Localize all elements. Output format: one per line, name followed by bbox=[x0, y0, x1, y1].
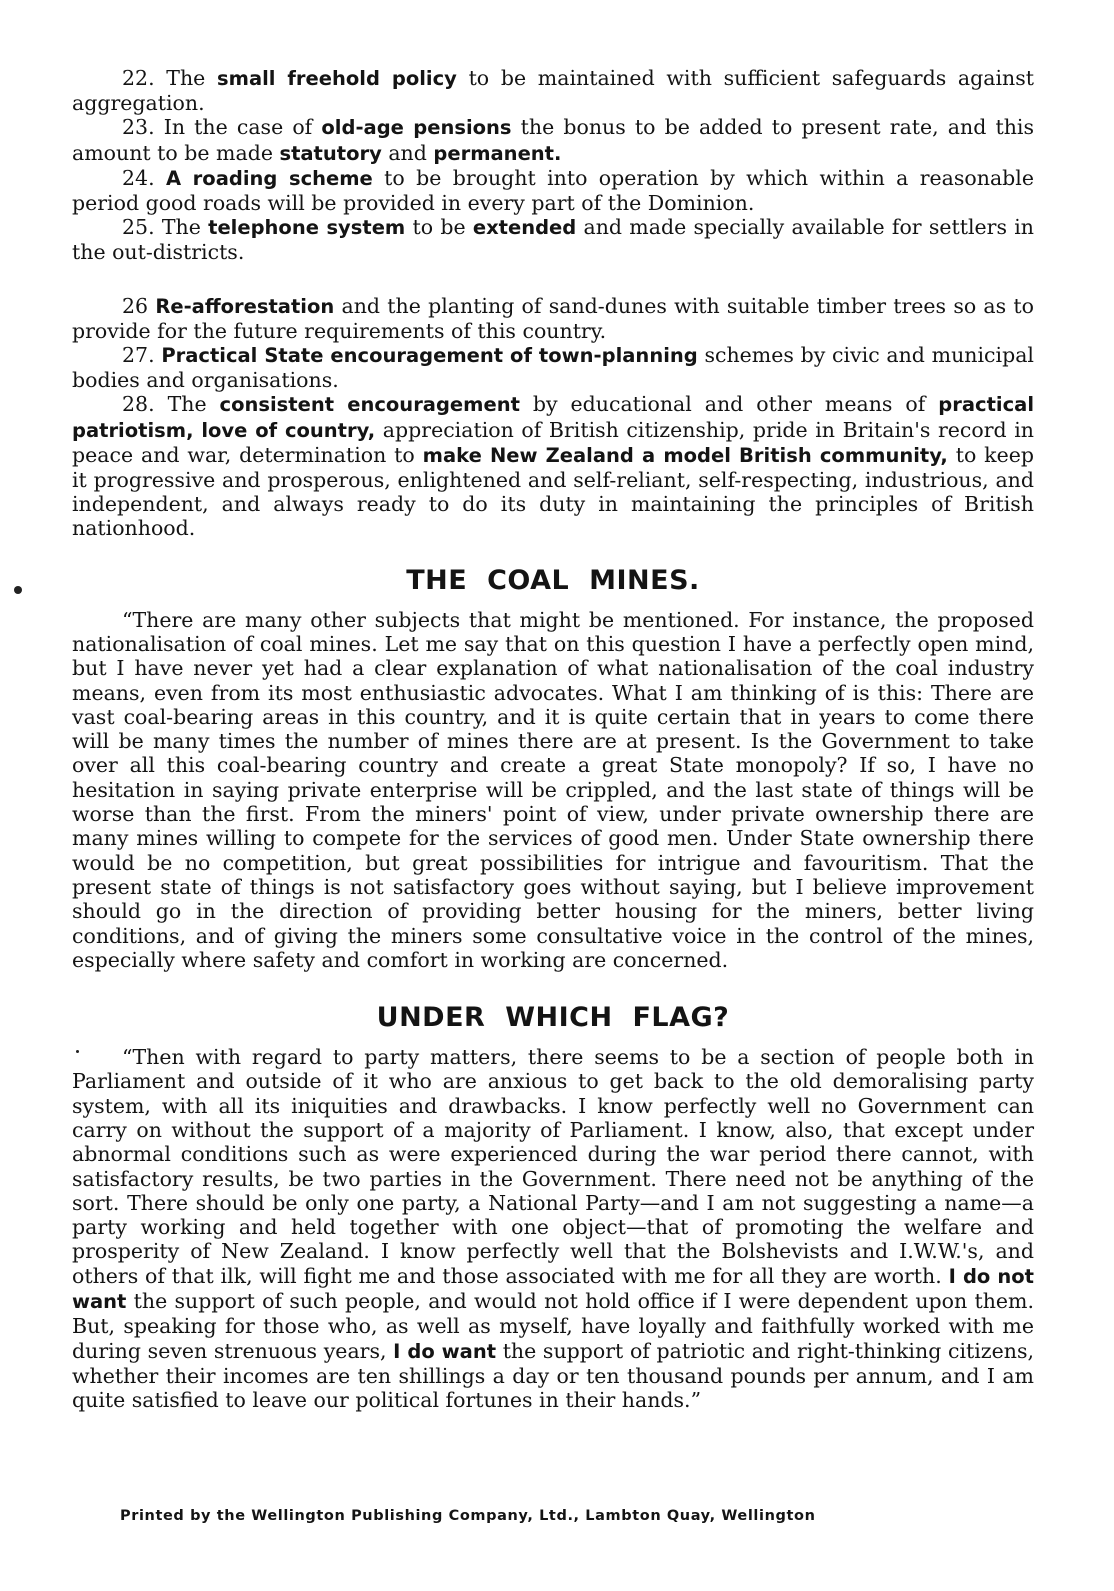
policy-item bbox=[72, 294, 1034, 343]
bold-phrase: telephone system bbox=[208, 216, 406, 240]
text-run: The bbox=[154, 66, 218, 90]
bold-phrase: permanent. bbox=[433, 141, 562, 165]
policy-item bbox=[72, 166, 1034, 215]
coal-mines-paragraph bbox=[72, 608, 1034, 972]
text-run: In the case of bbox=[154, 115, 322, 140]
text-run: “There are many other subjects that might be mentioned. For instance, the proposed nationalisation of coal mines. Let me say that on this question I have a perfectly open mind, but I have never yet had a clear explanation of what nationalisation of the coal industry means, even from its most enthusiastic advocates. What I am thinking of is this: There are vast coal-bearing areas in this country, and it is quite certain that in years to come there will be many times the number of mines there are at present. Is the Government to take over all this coal-bearing country and create a great State monopoly? If so, I have no hesitation in saying private enterprise will be crippled, and the last state of things will be worse than the first. From the miners' point of view, under private ownership there are many mines willing to compete for the services of good men. Under State ownership there would be no competition, but great possibilities for intrigue and favouritism. That the present state of things is not satisfactory goes without saying, but I believe improvement should go in the direction of providing better housing for the miners, better living conditions, and of giving the miners some consultative voice in the control of the mines, especially where safety and comfort in working are concerned. bbox=[72, 607, 1034, 972]
under-which-flag-heading: UNDER WHICH FLAG? bbox=[376, 1002, 730, 1034]
bold-phrase: statutory bbox=[279, 141, 382, 165]
bold-phrase: small freehold policy bbox=[217, 67, 457, 90]
item-number: 28. bbox=[122, 392, 155, 417]
bold-phrase: extended bbox=[472, 216, 577, 240]
text-run: to be bbox=[405, 215, 473, 240]
text-run: the support of such people, and would not hold office if I were dependent upon them. But, speaking for those who, as well as myself, have loyally and faithfully worked with me during seven strenuous years, bbox=[72, 1289, 1034, 1363]
text-run: and made specially available for settlers in the out-districts. bbox=[72, 215, 1034, 265]
text-run: The bbox=[154, 392, 220, 417]
bold-phrase: old-age pensions bbox=[321, 116, 512, 140]
policy-item bbox=[72, 215, 1034, 264]
under-which-flag-paragraph bbox=[72, 1045, 1034, 1412]
coal-mines-heading: THE COAL MINES. bbox=[406, 564, 700, 596]
text-run: The bbox=[154, 215, 209, 240]
item-number: 23. bbox=[122, 115, 155, 140]
bold-phrase: I do not want bbox=[72, 1264, 1034, 1314]
text-run: by educational and other means of bbox=[519, 392, 939, 417]
bold-phrase: consistent encouragement bbox=[219, 393, 520, 417]
item-number: 26 bbox=[122, 293, 149, 318]
text-run: and the planting of sand-dunes with suitable timber trees so as to provide for the future requirements of this country. bbox=[72, 293, 1034, 343]
bold-phrase: practical patriotism, love of country, bbox=[72, 393, 1034, 442]
policy-items bbox=[72, 66, 1034, 541]
bold-phrase: Practical State encouragement of town-planning bbox=[161, 344, 698, 368]
item-number: 25. bbox=[122, 215, 155, 240]
bold-phrase: make New Zealand a model British community, bbox=[422, 443, 948, 467]
item-number: 22. bbox=[122, 66, 155, 90]
item-number: 27. bbox=[122, 343, 155, 368]
policy-item bbox=[72, 115, 1034, 165]
policy-item bbox=[72, 343, 1034, 392]
text-run: appreciation of British citizenship, pride in Britain's record in peace and war, determination to bbox=[72, 417, 1034, 467]
text-run: to keep it progressive and prosperous, enlightened and self-reliant, self-respecting, industrious, and independent, and always ready to do its duty in maintaining the principles of British nationhood. bbox=[72, 442, 1034, 541]
ink-speck-small bbox=[76, 1050, 79, 1053]
policy-item bbox=[72, 66, 1034, 115]
bold-phrase: I do want bbox=[393, 1339, 497, 1363]
printer-imprint: Printed by the Wellington Publishing Company, Ltd., Lambton Quay, Wellington bbox=[120, 1508, 816, 1524]
text-run: the support of patriotic and right-thinking citizens, whether their incomes are ten shillings a day or ten thousand pounds per annum, and I am quite satisfied to leave our political fortunes in their hands.” bbox=[72, 1338, 1034, 1413]
document-page bbox=[72, 66, 1034, 1413]
bold-phrase: A roading scheme bbox=[165, 166, 373, 190]
text-run: “Then with regard to party matters, there seems to be a section of people both in Parliament and outside of it who are anxious to get back to the old demoralising party system, with all its iniquities and drawbacks. I know perfectly well no Government can carry on without the support of a majority of Parliament. I know, also, that except under abnormal conditions such as were experienced during the war period there cannot, with satisfactory results, be two parties in the Government. There need not be anything of the sort. There should be only one party, a National Party—and I am not suggesting a name—a party working and held together with one object—that of promoting the welfare and prosperity of New Zealand. I know perfectly well that the Bolshevists and I.W.W.'s, and others of that ilk, will fight me and those associated with me for all they are worth. bbox=[72, 1045, 1034, 1288]
ink-speck-left bbox=[14, 586, 22, 594]
policy-item bbox=[72, 392, 1034, 540]
bold-phrase: Re-afforestation bbox=[155, 294, 335, 318]
text-run: and bbox=[381, 140, 434, 165]
text-run: schemes by civic and municipal bodies and organisations. bbox=[72, 343, 1034, 393]
text-run: to be brought into operation by which within a reasonable period good roads will be provided in every part of the Dominion. bbox=[72, 165, 1034, 216]
item-number: 24. bbox=[122, 165, 155, 190]
text-run: the bonus to be added to present rate, and this amount to be made bbox=[72, 115, 1034, 165]
text-run bbox=[155, 166, 166, 190]
text-run: to be maintained with sufficient safeguards against aggregation. bbox=[72, 66, 1034, 116]
